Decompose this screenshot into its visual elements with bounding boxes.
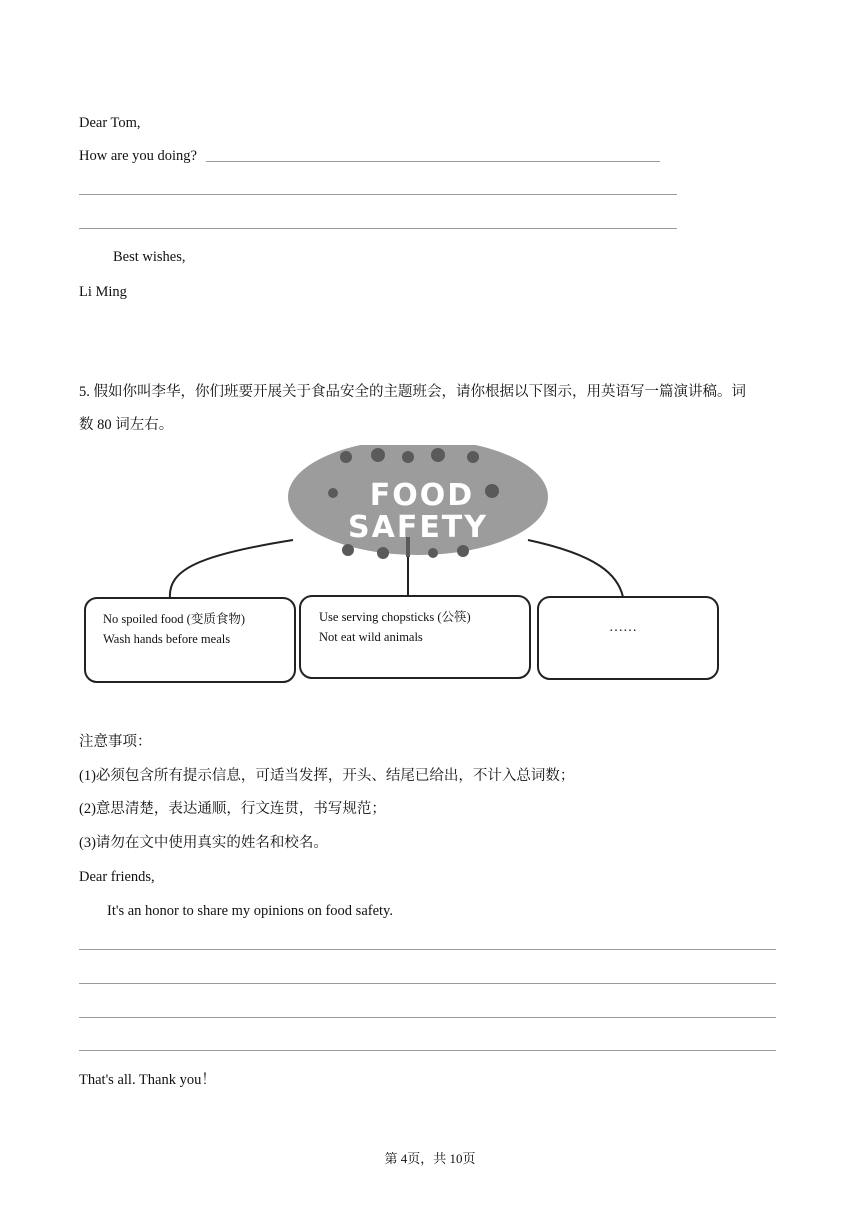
letter2-opening: It's an honor to share my opinions on food safety. — [107, 903, 393, 919]
oval-title-line2: SAFETY — [348, 510, 488, 545]
letter1-closing: Best wishes, — [113, 249, 186, 265]
notes-item-1: (1)必须包含所有提示信息，可适当发挥，开头、结尾已给出，不计入总词数； — [79, 768, 575, 784]
writing-line — [206, 161, 660, 162]
connector-right — [528, 540, 623, 597]
tip-box-3-ellipsis: …… — [609, 620, 637, 635]
question5-prompt-line1: 5. 假如你叫李华，你们班要开展关于食品安全的主题班会，请你根据以下图示，用英语写一篇演讲稿。词 — [79, 384, 746, 400]
connector-left — [170, 540, 293, 598]
writing-line — [79, 228, 677, 229]
tip-box-3 — [538, 597, 718, 679]
writing-line — [79, 983, 776, 984]
letter2-closing: That's all. Thank you！ — [79, 1072, 216, 1088]
page-number-footer: 第 4页，共 10页 — [384, 1151, 476, 1166]
oval-title-line1: FOOD — [369, 478, 475, 513]
letter1-signature: Li Ming — [79, 284, 127, 300]
mind-map-graphic — [78, 445, 723, 685]
tip-box-2-line2: Not eat wild animals — [319, 630, 423, 644]
notes-title: 注意事项： — [79, 734, 152, 750]
writing-line — [79, 1017, 776, 1018]
tip-box-1-line1: No spoiled food (变质食物) — [103, 612, 245, 626]
letter2-salutation: Dear friends, — [79, 869, 155, 885]
tip-box-1-line2: Wash hands before meals — [103, 632, 231, 646]
writing-line — [79, 949, 776, 950]
notes-item-3: (3)请勿在文中使用真实的姓名和校名。 — [79, 835, 328, 851]
writing-line — [79, 194, 677, 195]
letter1-salutation: Dear Tom, — [79, 115, 141, 131]
notes-item-2: (2)意思清楚，表达通顺，行文连贯，书写规范； — [79, 801, 386, 817]
question5-prompt-line2: 数 80 词左右。 — [79, 417, 174, 433]
tip-box-2-line1: Use serving chopsticks (公筷) — [319, 610, 471, 624]
letter1-opening: How are you doing? — [79, 148, 197, 164]
writing-line — [79, 1050, 776, 1051]
food-safety-mind-map — [78, 445, 723, 685]
